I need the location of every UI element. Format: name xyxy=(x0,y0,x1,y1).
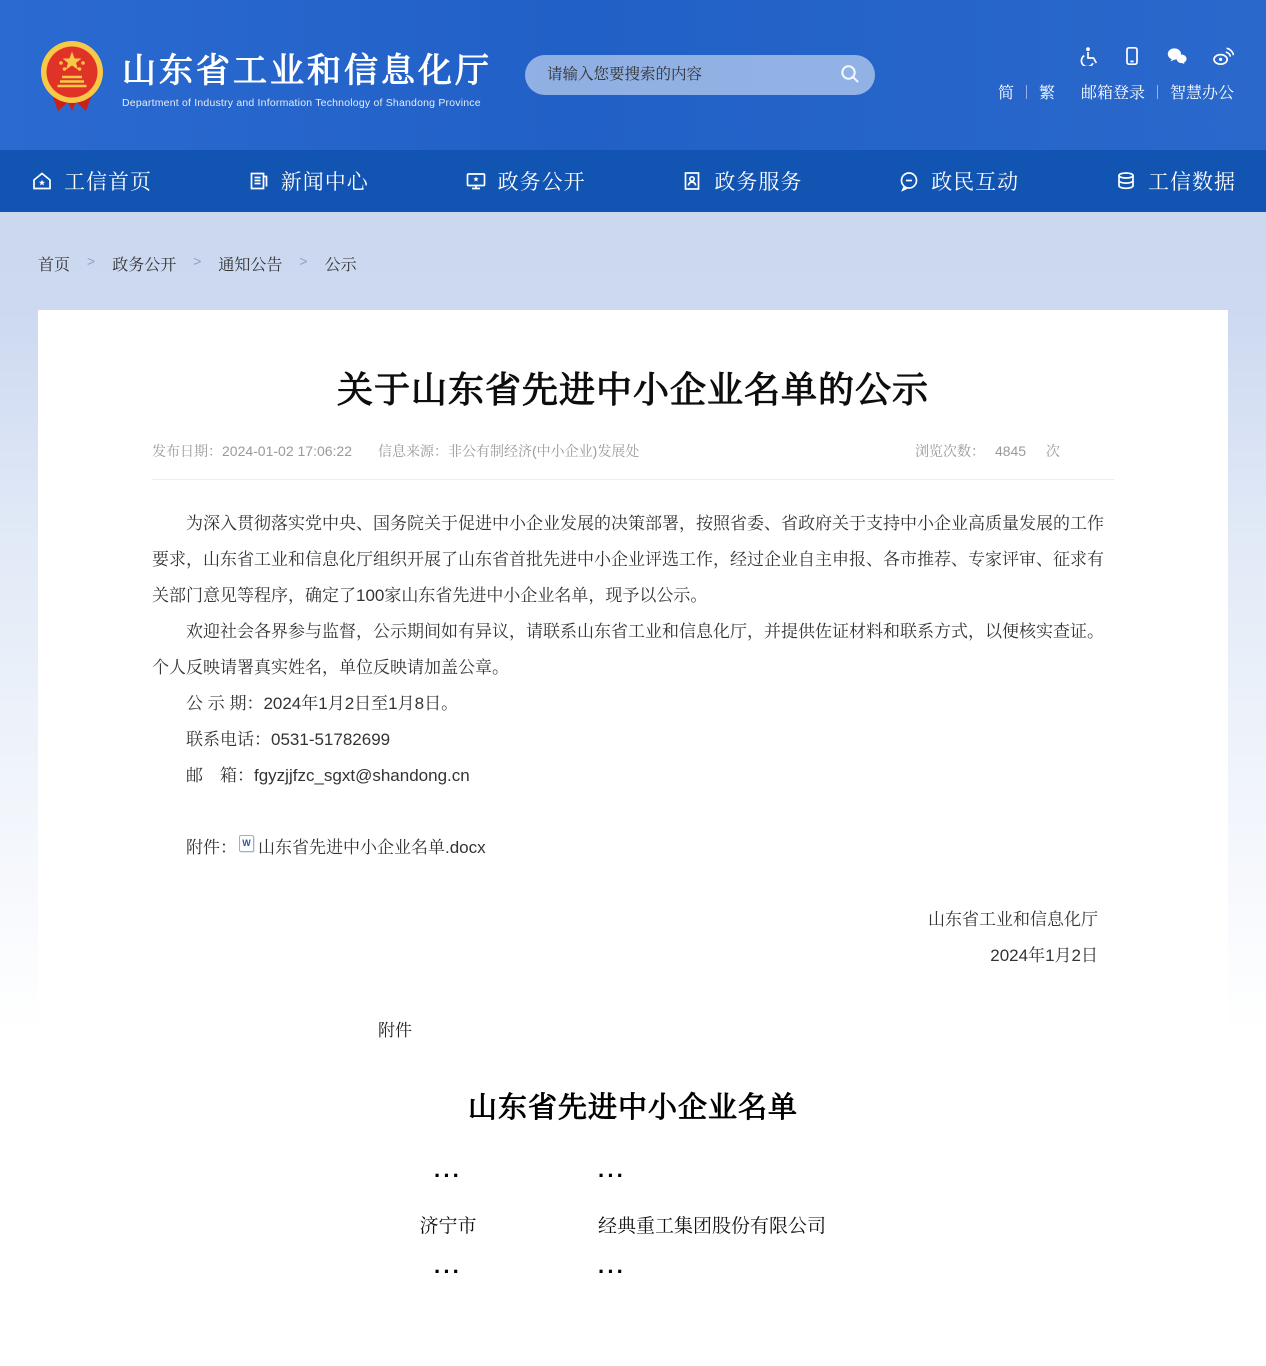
link-simplified-chinese[interactable]: 简 xyxy=(997,85,1014,102)
appendix-company-cell: ··· xyxy=(598,1163,626,1188)
nav-item-label: 工信首页 xyxy=(64,171,152,194)
nav-item-news[interactable] xyxy=(247,166,369,196)
article-paragraph: 公 示 期：2024年1月2日至1月8日。 xyxy=(186,694,459,713)
weibo-icon[interactable] xyxy=(1212,46,1234,66)
source-value: 非公有制经济(中小企业)发展处 xyxy=(448,443,640,459)
article-paragraph: 邮 箱：fgyzjjfzc_sgxt@shandong.cn xyxy=(186,766,470,785)
news-icon xyxy=(247,169,271,193)
site-title: 山东省工业和信息化厅 xyxy=(122,52,492,90)
breadcrumb-separator: > xyxy=(299,253,308,269)
main-nav xyxy=(0,150,1266,212)
home-icon xyxy=(30,169,54,193)
appendix-city-cell: ··· xyxy=(434,1259,462,1284)
article-paragraph: 为深入贯彻落实党中央、国务院关于促进中小企业发展的决策部署，按照省委、省政府关于支持中小企业高质量发展的工作要求，山东省工业和信息化厅组织开展了山东省首批先进中小企业评选工作，经过企业自主申报、各市推荐、专家评审、征求有关部门意见等程序，确定了100家山东省先进中小企业名单，现予以公示。 xyxy=(152,514,1104,605)
search-input[interactable] xyxy=(545,65,833,85)
views-label: 浏览次数： xyxy=(915,443,986,459)
article-paragraph: 联系电话：0531-51782699 xyxy=(186,730,391,749)
nav-item-label: 工信数据 xyxy=(1147,171,1236,194)
mobile-icon[interactable] xyxy=(1122,46,1142,66)
site-brand xyxy=(36,39,492,113)
breadcrumb-separator: > xyxy=(87,253,96,269)
header-icon-row xyxy=(998,46,1234,66)
nav-item-label: 政务公开 xyxy=(497,171,586,194)
attachment-file-name: 山东省先进中小企业名单.docx xyxy=(258,838,486,857)
article-title: 关于山东省先进中小企业名单的公示 xyxy=(336,369,929,410)
signature-org: 山东省工业和信息化厅 xyxy=(928,910,1098,929)
appendix xyxy=(152,1016,1114,1296)
appendix-title: 山东省先进中小企业名单 xyxy=(467,1092,798,1124)
accessibility-icon[interactable] xyxy=(1078,46,1098,66)
publish-date-value: 2024-01-02 17:06:22 xyxy=(222,443,352,459)
appendix-company-cell: ··· xyxy=(598,1259,626,1284)
nav-item-interaction[interactable] xyxy=(897,166,1019,196)
appendix-row xyxy=(152,1248,1114,1296)
document-person-icon xyxy=(680,169,704,193)
breadcrumb-item-gov-open[interactable]: 政务公开 xyxy=(112,257,177,274)
header-utility xyxy=(998,46,1234,103)
article-meta xyxy=(152,441,1114,480)
word-doc-icon: W xyxy=(239,835,254,852)
breadcrumb-item-current: 公示 xyxy=(324,257,357,274)
article-card xyxy=(38,310,1228,1366)
nav-item-gov-open[interactable] xyxy=(464,166,586,196)
database-icon xyxy=(1114,169,1138,193)
search-icon xyxy=(839,63,861,88)
article-paragraph: 欢迎社会各界参与监督，公示期间如有异议，请联系山东省工业和信息化厅，并提供佐证材料和联系方式，以便核实查证。个人反映请署真实姓名，单位反映请加盖公章。 xyxy=(152,622,1104,677)
source-label: 信息来源： xyxy=(378,443,448,459)
appendix-company-cell: 经典重工集团股份有限公司 xyxy=(598,1215,827,1237)
nav-item-label: 政民互动 xyxy=(931,171,1020,194)
views-unit: 次 xyxy=(1046,443,1060,459)
quick-links xyxy=(998,80,1234,103)
attachment-link[interactable] xyxy=(237,838,486,857)
attachment-row xyxy=(152,830,1114,866)
appendix-city-cell: ··· xyxy=(434,1163,462,1188)
signature-date: 2024年1月2日 xyxy=(990,946,1098,965)
site-subtitle-en: Department of Industry and Information Technology of Shandong Province xyxy=(122,97,481,109)
views-count: 4845 xyxy=(994,443,1027,459)
attachment-label: 附件： xyxy=(186,838,237,857)
nav-item-label: 政务服务 xyxy=(714,171,803,194)
publish-date-label: 发布日期： xyxy=(152,443,222,459)
breadcrumb xyxy=(0,212,1266,310)
main-area xyxy=(0,212,1266,1366)
article-body xyxy=(152,506,1114,866)
national-emblem-logo xyxy=(36,39,108,113)
divider xyxy=(1026,85,1027,99)
nav-item-home[interactable] xyxy=(30,166,152,196)
appendix-row xyxy=(152,1200,1114,1248)
link-traditional-chinese[interactable]: 繁 xyxy=(1038,85,1055,102)
nav-item-label: 新闻中心 xyxy=(280,171,369,194)
divider xyxy=(1157,85,1158,99)
site-brand-text xyxy=(122,43,492,109)
nav-item-data[interactable] xyxy=(1114,166,1236,196)
site-header xyxy=(0,0,1266,150)
search-button[interactable] xyxy=(833,59,867,92)
views-group xyxy=(915,441,1060,461)
monitor-icon xyxy=(464,169,488,193)
link-mail-login[interactable]: 邮箱登录 xyxy=(1080,85,1145,102)
link-smart-office[interactable]: 智慧办公 xyxy=(1169,85,1234,102)
search-box xyxy=(525,55,875,95)
nav-item-gov-services[interactable] xyxy=(680,166,802,196)
breadcrumb-separator: > xyxy=(193,253,202,269)
signature-block xyxy=(152,902,1114,974)
breadcrumb-item-home[interactable]: 首页 xyxy=(38,257,71,274)
wechat-icon[interactable] xyxy=(1166,46,1188,66)
appendix-label: 附件 xyxy=(378,1021,412,1040)
speech-bubble-icon xyxy=(897,169,921,193)
appendix-city-cell: 济宁市 xyxy=(419,1215,477,1237)
appendix-row xyxy=(152,1152,1114,1200)
breadcrumb-item-notices[interactable]: 通知公告 xyxy=(218,257,283,274)
